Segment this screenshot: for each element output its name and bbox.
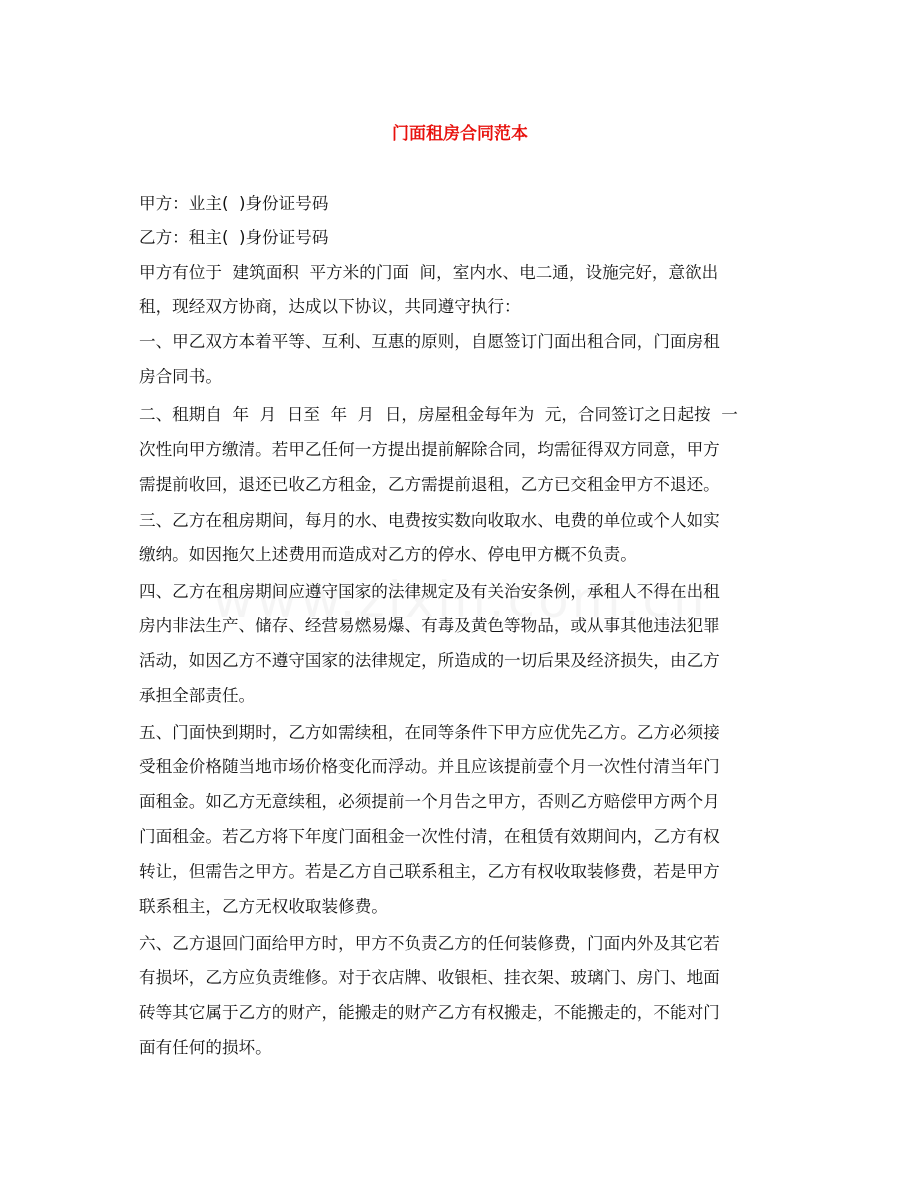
clause-1-line: 房合同书。 [139, 367, 222, 386]
clause-5-line: 面租金。如乙方无意续租，必须提前一个月告之甲方，否则乙方赔偿甲方两个月 [139, 792, 720, 811]
clause-4-line: 活动，如因乙方不遵守国家的法律规定，所造成的一切后果及经济损失，由乙方 [139, 651, 720, 670]
party-b-line: 乙方：租主( )身份证号码 [139, 228, 329, 247]
clause-5-line: 转让，但需告之甲方。若是乙方自己联系租主，乙方有权收取装修费，若是甲方 [139, 862, 720, 881]
clause-5-line: 受租金价格随当地市场价格变化而浮动。并且应该提前壹个月一次性付清当年门 [139, 757, 720, 776]
clause-4-line: 房内非法生产、储存、经营易燃易爆、有毒及黄色等物品，或从事其他违法犯罪 [139, 616, 720, 635]
clause-3-line: 缴纳。如因拖欠上述费用而造成对乙方的停水、停电甲方概不负责。 [139, 545, 637, 564]
clause-5-line: 联系租主，乙方无权收取装修费。 [139, 897, 388, 916]
clause-6-line: 砖等其它属于乙方的财产，能搬走的财产乙方有权搬走，不能搬走的，不能对门 [139, 1003, 720, 1022]
document-title: 门面租房合同范本 [392, 124, 528, 144]
party-a-line: 甲方：业主( )身份证号码 [139, 194, 329, 213]
body-line: 甲方有位于 建筑面积 平方米的门面 间，室内水、电二通，设施完好，意欲出 [139, 263, 719, 282]
clause-5-line: 五、门面快到期时，乙方如需续租，在同等条件下甲方应优先乙方。乙方必须接 [139, 723, 720, 742]
clause-6-line: 有损坏，乙方应负责维修。对于衣店牌、收银柜、挂衣架、玻璃门、房门、地面 [139, 968, 720, 987]
clause-2-line: 需提前收回，退还已收乙方租金，乙方需提前退租，乙方已交租金甲方不退还。 [139, 475, 720, 494]
clause-1-line: 一、甲乙双方本着平等、互利、互惠的原则，自愿签订门面出租合同，门面房租 [139, 332, 720, 351]
clause-4-line: 四、乙方在租房期间应遵守国家的法律规定及有关治安条例，承租人不得在出租 [139, 582, 720, 601]
clause-5-line: 门面租金。若乙方将下年度门面租金一次性付清，在租赁有效期间内，乙方有权 [139, 827, 720, 846]
clause-3-line: 三、乙方在租房期间，每月的水、电费按实数向收取水、电费的单位或个人如实 [139, 511, 720, 530]
clause-2-line: 次性向甲方缴清。若甲乙任何一方提出提前解除合同，均需征得双方同意，甲方 [139, 440, 720, 459]
body-line: 租，现经双方协商，达成以下协议，共同遵守执行： [139, 297, 521, 316]
clause-4-line: 承担全部责任。 [139, 686, 256, 705]
clause-2-line: 二、租期自 年 月 日至 年 月 日，房屋租金每年为 元，合同签订之日起按 一 [139, 405, 738, 424]
clause-6-line: 六、乙方退回门面给甲方时，甲方不负责乙方的任何装修费，门面内外及其它若 [139, 934, 720, 953]
clause-6-line: 面有任何的损坏。 [139, 1038, 272, 1057]
